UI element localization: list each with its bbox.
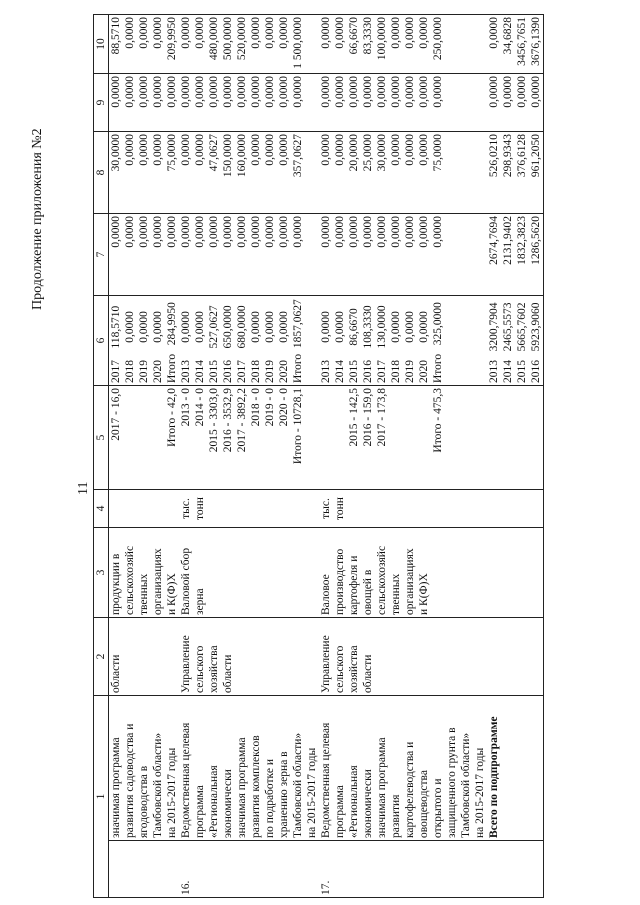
years-and-total: 2013 3200,7904 2014 2465,5573 2015 5665,7602 2016 5923,9060	[487, 296, 544, 386]
table-row	[319, 15, 487, 898]
col-header-1: 1	[94, 696, 109, 898]
program-name: Ведомственная целевая программа «Региональная экономически значимая программа развития комплексов по подработке и хранению зерна в Тамбовской области» на 2015-2017 годы	[179, 696, 319, 841]
col-header-10: 10	[94, 15, 109, 74]
col-header-6: 6	[94, 296, 109, 386]
funding-table	[93, 14, 544, 898]
col-header-9: 9	[94, 74, 109, 132]
col10-value: 0,0000 0,0000 66,6670 83,3330 100,0000 0,0000 0,0000 0,0000 250,0000	[319, 15, 487, 74]
years-and-total: 2017 118,5710 2018 0,0000 2019 0,0000 2020 0,0000 Итого 284,9950	[109, 296, 180, 386]
col9-value: 0,0000 0,0000 0,0000 0,0000	[487, 74, 544, 132]
unit	[109, 490, 180, 528]
indicator: продукции в сельскохозяйс твенных организациях и К(Ф)Х	[109, 528, 180, 618]
target-volume	[487, 386, 544, 490]
row-number	[109, 841, 180, 898]
unit: тыс. тонн	[179, 490, 319, 528]
col9-value: 0,0000 0,0000 0,0000 0,0000 0,0000	[109, 74, 180, 132]
col10-value: 0,0000 0,0000 480,0000 500,0000 520,0000 0,0000 0,0000 0,0000 1 500,0000	[179, 15, 319, 74]
col8-value: 0,0000 0,0000 47,0627 150,0000 160,0000 0,0000 0,0000 0,0000 357,0627	[179, 132, 319, 214]
executor: области	[109, 618, 180, 696]
row-number	[487, 841, 544, 898]
indicator: Валовой сбор зерна	[179, 528, 319, 618]
target-volume: 2017 - 16,0 Итого - 42,0	[109, 386, 180, 490]
target-volume: 2015 - 142,5 2016 - 159,0 2017 - 173,8 Итого - 475,3	[319, 386, 487, 490]
unit	[487, 490, 544, 528]
program-name: Ведомственная целевая программа «Региональная экономически значимая программа развития картофелеводства и овощеводства открытого и защищенного грунта в Тамбовской области» на 2015-2017 годы	[319, 696, 487, 841]
row-number: 16.	[179, 841, 319, 898]
col7-value: 2674,7694 2131,9402 1832,3823 1286,5620	[487, 214, 544, 296]
col8-value: 0,0000 0,0000 20,0000 25,0000 30,0000 0,0000 0,0000 0,0000 75,0000	[319, 132, 487, 214]
col9-value: 0,0000 0,0000 0,0000 0,0000 0,0000 0,0000 0,0000 0,0000 0,0000	[179, 74, 319, 132]
years-and-total: 2013 0,0000 2014 0,0000 2015 527,0627 2016 650,0000 2017 680,0000 2018 0,0000 2019 0,0000 2020 0,0000 Итого 1857,0627	[179, 296, 319, 386]
executor: Управление сельского хозяйства области	[179, 618, 319, 696]
col-header-5: 5	[94, 386, 109, 490]
target-volume: 2013 - 0 2014 - 0 2015 - 3303,0 2016 - 3532,9 2017 - 3892,2 2018 - 0 2019 - 0 2020 - 0 Итого - 10728,1	[179, 386, 319, 490]
col-header-7: 7	[94, 214, 109, 296]
col-header-2: 2	[94, 618, 109, 696]
unit: тыс. тонн	[319, 490, 487, 528]
col7-value: 0,0000 0,0000 0,0000 0,0000 0,0000 0,0000 0,0000 0,0000 0,0000	[319, 214, 487, 296]
row-number: 17.	[319, 841, 487, 898]
col8-value: 526,0210 298,9343 376,6128 961,2050	[487, 132, 544, 214]
table-row	[179, 15, 319, 898]
program-name: значимая программа развития садоводства и ягодоводства в Тамбовской области» на 2015-2017 годы	[109, 696, 180, 841]
appendix-header: Продолжение приложения №2	[30, 128, 45, 310]
col9-value: 0,0000 0,0000 0,0000 0,0000 0,0000 0,0000 0,0000 0,0000 0,0000	[319, 74, 487, 132]
col-header-8: 8	[94, 132, 109, 214]
table-row-total	[487, 15, 544, 898]
years-and-total: 2013 0,0000 2014 0,0000 2015 86,6670 2016 108,3330 2017 130,0000 2018 0,0000 2019 0,0000 2020 0,0000 Итого 325,0000	[319, 296, 487, 386]
indicator	[487, 528, 544, 618]
col-header-4: 4	[94, 490, 109, 528]
page-number: 11	[76, 481, 91, 495]
col10-value: 88,5710 0,0000 0,0000 0,0000 209,9950	[109, 15, 180, 74]
col8-value: 30,0000 0,0000 0,0000 0,0000 75,0000	[109, 132, 180, 214]
table-row	[109, 15, 180, 898]
col10-value: 0,0000 34,6828 3456,7651 3676,1390	[487, 15, 544, 74]
executor: Управление сельского хозяйства области	[319, 618, 487, 696]
executor	[487, 618, 544, 696]
col7-value: 0,0000 0,0000 0,0000 0,0000 0,0000	[109, 214, 180, 296]
col-header-3: 3	[94, 528, 109, 618]
col7-value: 0,0000 0,0000 0,0000 0,0000 0,0000 0,0000 0,0000 0,0000 0,0000	[179, 214, 319, 296]
column-number-row	[94, 15, 109, 898]
total-label: Всего по подпрограмме	[487, 696, 544, 841]
indicator: Валовое производство картофеля и овощей в сельскохозяйс твенных организациях и К(Ф)Х	[319, 528, 487, 618]
